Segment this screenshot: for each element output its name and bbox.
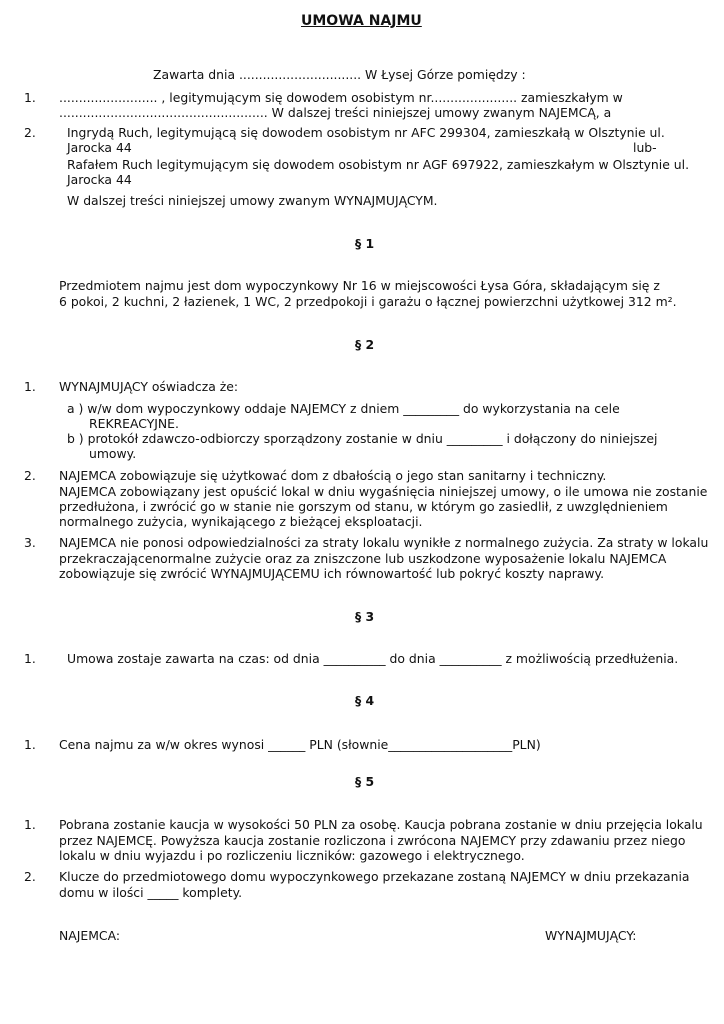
section-5-heading: § 5 [355,774,375,789]
section-1-line2: 6 pokoi, 2 kuchni, 2 łazienek, 1 WC, 2 przedpokoji i garażu o łącznej powierzchni użytkowej 312 m². [59,294,677,309]
section-2-p2-line1: NAJEMCA zobowiązuje się użytkować dom z dbałością o jego stan sanitarny i techniczny. [59,468,607,483]
party2-line4: Jarocka 44 [67,172,132,187]
section-2-p3-line3: zobowiązuje się zwrócić WYNAJMUJĄCEMU ich równowartość lub pokryć koszty naprawy. [59,566,605,581]
section-5-p1-line2: przez NAJEMCĘ. Powyższa kaucja zostanie rozliczona i zwrócona NAJEMCY przy zdawaniu przez niego [59,833,686,848]
section-2-item-a-line2: REKREACYJNE. [89,416,179,431]
section-2-item-b-line1: b ) protokół zdawczo-odbiorczy sporządzony zostanie w dniu _________ i dołączony do niniejszej [67,431,658,446]
party2-line1: Ingrydą Ruch, legitymującą się dowodem osobistym nr AFC 299304, zamieszkałą w Olsztynie ul. [67,125,665,140]
section-2-heading: § 2 [355,337,375,352]
section-4-number: 1. [24,737,36,752]
landlord-signature-label: WYNAJMUJĄCY: [545,928,637,943]
section-2-p3-line1: NAJEMCA nie ponosi odpowiedzialności za straty lokalu wynikłe z normalnego zużycia. Za straty w lokalu [59,535,709,550]
section-2-p1-number: 1. [24,379,36,394]
party2-number: 2. [24,125,36,140]
intro-line: Zawarta dnia ............................... W Łysej Górze pomiędzy : [153,67,526,82]
section-5-p2-line2: domu w ilości _____ komplety. [59,885,243,900]
party2-line3: Rafałem Ruch legitymującym się dowodem osobistym nr AGF 697922, zamieszkałym w Olsztynie ul. [67,157,690,172]
section-3-line: Umowa zostaje zawarta na czas: od dnia __________ do dnia __________ z możliwością przedłużenia. [67,651,679,666]
section-5-p2-line1: Klucze do przedmiotowego domu wypoczynkowego przekazane zostaną NAJEMCY w dniu przekazania [59,869,690,884]
party1-number: 1. [24,90,36,105]
section-2-item-a-line1: a ) w/w dom wypoczynkowy oddaje NAJEMCY z dniem _________ do wykorzystania na cele [67,401,620,416]
section-3-heading: § 3 [355,609,375,624]
party2-line2: Jarocka 44 [67,140,132,155]
section-5-p1-number: 1. [24,817,36,832]
section-1-heading: § 1 [355,236,375,251]
section-1-line1: Przedmiotem najmu jest dom wypoczynkowy Nr 16 w miejscowości Łysa Góra, składającym się z [59,278,660,293]
section-2-p2-line3: przedłużona, i zwrócić go w stanie nie gorszym od stanu, w którym go zasiedlił, z uwzględnieniem [59,499,668,514]
section-4-line: Cena najmu za w/w okres wynosi ______ PLN (słownie____________________PLN) [59,737,541,752]
section-3-number: 1. [24,651,36,666]
section-4-heading: § 4 [355,693,375,708]
section-2-p1: WYNAJMUJĄCY oświadcza że: [59,379,239,394]
section-5-p2-number: 2. [24,869,36,884]
document-title: UMOWA NAJMU [301,13,422,29]
party1-line1: ......................... , legitymującym się dowodem osobistym nr...................... zamieszkałym w [59,90,623,105]
party1-line2: ..................................................... W dalszej treści niniejszej umowy zwanym NAJEMCĄ, a [59,105,612,120]
section-5-p1-line1: Pobrana zostanie kaucja w wysokości 50 PLN za osobę. Kaucja pobrana zostanie w dniu przejęcia lokalu [59,817,703,832]
party2-line2-or: lub- [633,140,657,155]
tenant-signature-label: NAJEMCA: [59,928,121,943]
section-2-p2-line2: NAJEMCA zobowiązany jest opuścić lokal w dniu wygaśnięcia niniejszej umowy, o ile umowa nie zostanie [59,484,708,499]
section-2-p3-number: 3. [24,535,36,550]
section-2-p2-line4: normalnego zużycia, wynikającego z bieżącej eksploatacji. [59,514,423,529]
section-2-item-b-line2: umowy. [89,446,137,461]
section-2-p3-line2: przekraczającenormalne zużycie oraz za zniszczone lub uszkodzone wyposażenie lokalu NAJEMCA [59,551,667,566]
section-2-p2-number: 2. [24,468,36,483]
section-5-p1-line3: lokalu w dniu wyjazdu i po rozliczeniu liczników: gazowego i elektrycznego. [59,848,525,863]
party2-line5: W dalszej treści niniejszej umowy zwanym WYNAJMUJĄCYM. [67,193,438,208]
